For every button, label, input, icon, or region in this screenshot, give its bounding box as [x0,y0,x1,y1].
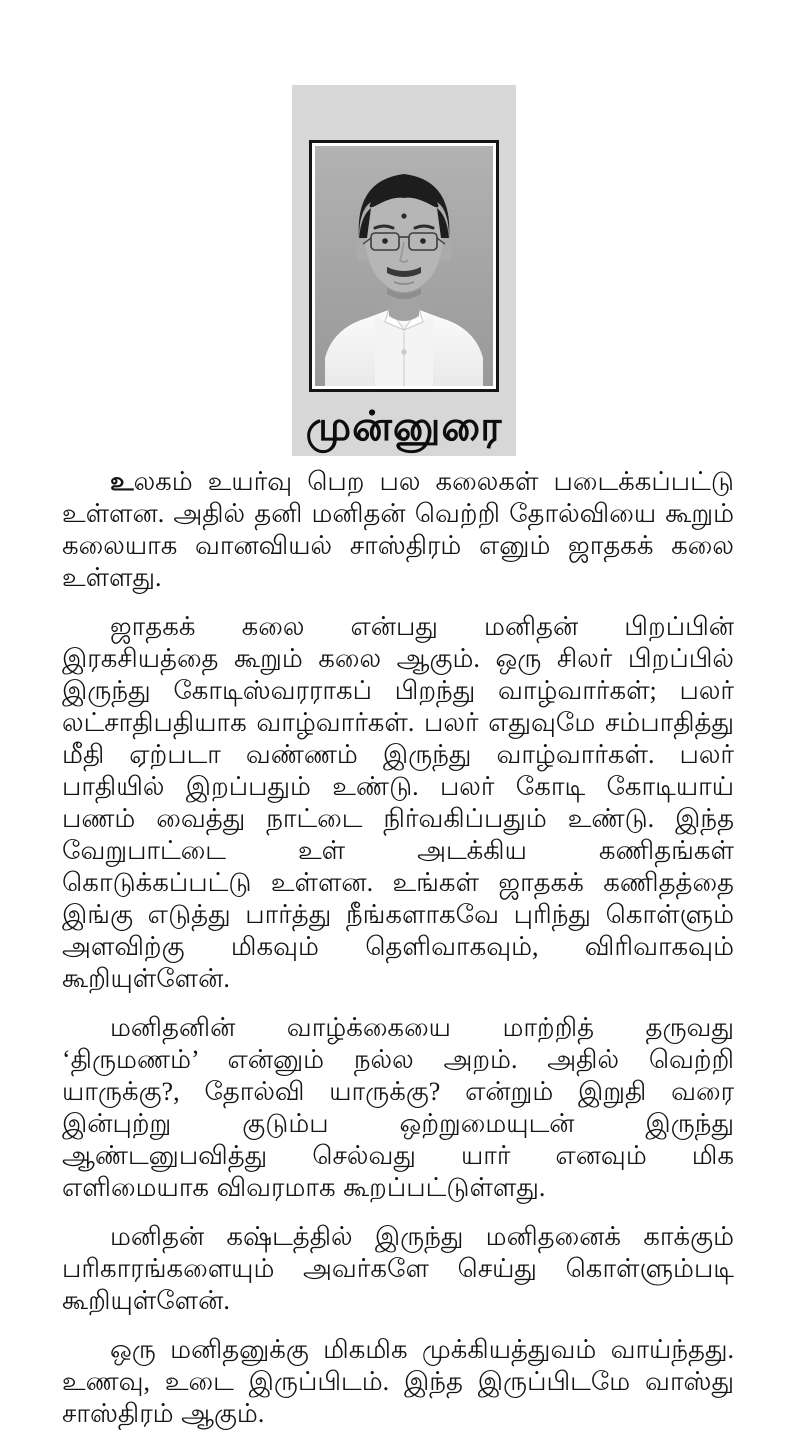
body-paragraph: ஜாதகக் கலை என்பது மனிதன் பிறப்பின் இரகசியத்தை கூறும் கலை ஆகும். ஒரு சிலர் பிறப்பில் இருந்து கோடிஸ்வரராகப் பிறந்து வாழ்வார்கள்; பலர் லட்சாதிபதியாக வாழ்வார்கள். பலர் எதுவுமே சம்பாதித்து மீதி ஏற்படா வண்ணம் இருந்து வாழ்வார்கள். பலர் பாதியில் இறப்பதும் உண்டு. பலர் கோடி கோடியாய் பணம் வைத்து நாட்டை நிர்வகிப்பதும் உண்டு. இந்த வேறுபாட்டை உள் அடக்கிய கணிதங்கள் கொடுக்கப்பட்டு உள்ளன. உங்கள் ஜாதகக் கணிதத்தை இங்கு எடுத்து பார்த்து நீங்களாகவே புரிந்து கொள்ளும் அளவிற்கு மிகவும் தெளிவாகவும், விரிவாகவும் கூறியுள்ளேன். [62,612,734,993]
photo-title-panel [292,85,516,456]
body-paragraph: ஒரு மனிதனுக்கு மிகமிக முக்கியத்துவம் வாய்ந்தது. உணவு, உடை இருப்பிடம். இந்த இருப்பிடமே வாஸ்து சாஸ்திரம் ஆகும். [62,1335,734,1428]
body-paragraph: உலகம் உயர்வு பெற பல கலைகள் படைக்கப்பட்டு உள்ளன. அதில் தனி மனிதன் வெற்றி தோல்வியை கூறும் கலையாக வானவியல் சாஸ்திரம் எனும் ஜாதகக் கலை உள்ளது. [62,467,734,592]
body-paragraph: மனிதன் கஷ்டத்தில் இருந்து மனிதனைக் காக்கும் பரிகாரங்களையும் அவர்களே செய்து கொள்ளும்படி கூறியுள்ளேன். [62,1222,734,1315]
author-photo-frame [309,140,499,392]
body-paragraph: மனிதனின் வாழ்க்கையை மாற்றித் தருவது ‘திருமணம்’ என்னும் நல்ல அறம். அதில் வெற்றி யாருக்கு?, தோல்வி யாருக்கு? என்றும் இறுதி வரை இன்புற்று குடும்ப ஒற்றுமையுடன் இருந்து ஆண்டனுபவித்து செல்வது யார் எனவும் மிக எளிமையாக விவரமாக கூறப்பட்டுள்ளது. [62,1013,734,1202]
author-portrait-photo [315,146,493,386]
drop-cap: உ [110,467,134,496]
page-title: முன்னுரை [305,403,503,449]
body-text [62,466,734,1430]
